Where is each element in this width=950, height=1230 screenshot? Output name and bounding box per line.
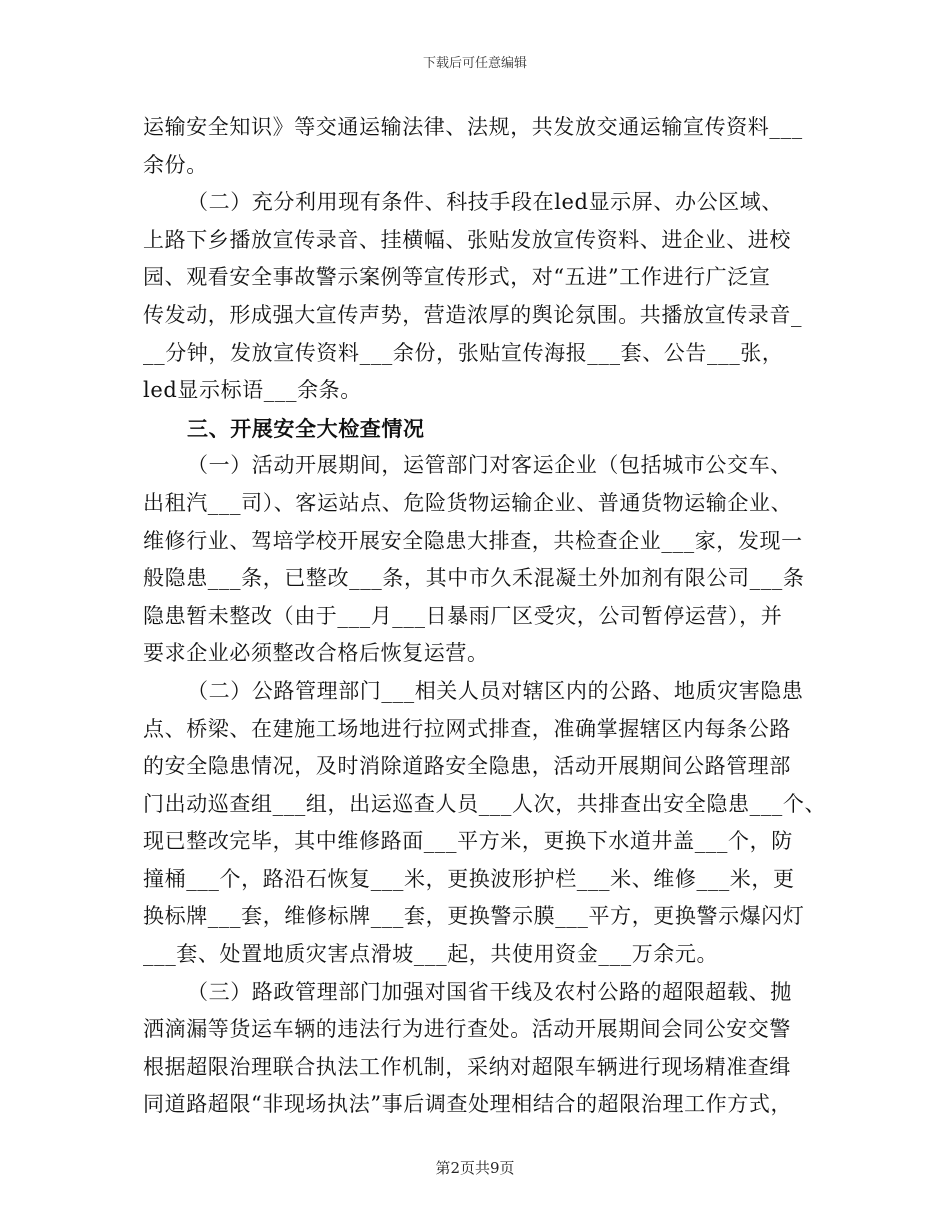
text-line: 传发动，形成强大宣传声势，营造浓厚的舆论氛围。共播放宣传录音_	[143, 302, 803, 327]
text-line: 运输安全知识》等交通运输法律、法规，共发放交通运输宣传资料___	[143, 115, 803, 139]
text-line: 点、桥梁、在建施工场地进行拉网式排查，准确掌握辖区内每条公路	[143, 716, 791, 741]
text-line: （三）路政管理部门加强对国省干线及农村公路的超限超载、抛	[187, 979, 792, 1004]
text-line: （一）活动开展期间，运管部门对客运企业（包括城市公交车、	[187, 453, 792, 478]
document-body	[143, 109, 827, 1124]
text-line: led显示标语___余条。	[143, 378, 362, 403]
section-heading: 三、开展安全大检查情况	[187, 415, 425, 441]
text-line: 根据超限治理联合执法工作机制，采纳对超限车辆进行现场精准查缉	[143, 1054, 791, 1079]
text-line: （二）公路管理部门___相关人员对辖区内的公路、地质灾害隐患	[187, 678, 804, 703]
text-line: 般隐患___条，已整改___条，其中市久禾混凝土外加剂有限公司___条	[143, 566, 805, 591]
text-line: 现已整改完毕，其中维修路面___平方米，更换下水道井盖___个，防	[143, 829, 793, 854]
text-line: 同道路超限“非现场执法”事后调查处理相结合的超限治理工作方式，	[143, 1092, 793, 1117]
text-line: 余份。	[143, 152, 208, 177]
text-line: 出租汽___司）、客运站点、危险货物运输企业、普通货物运输企业、	[143, 490, 793, 515]
text-line: 要求企业必须整改合格后恢复运营。	[143, 641, 489, 666]
text-line: 门出动巡查组___组，出运巡查人员___人次，共排查出安全隐患___个、	[143, 791, 827, 816]
text-line: 换标牌___套，维修标牌___套，更换警示膜___平方，更换警示爆闪灯	[143, 904, 805, 929]
text-line: 上路下乡播放宣传录音、挂横幅、张贴发放宣传资料、进企业、进校	[143, 227, 791, 252]
text-line: ___套、处置地质灾害点滑坡___起，共使用资金___万余元。	[143, 942, 719, 967]
text-line: __分钟，发放宣传资料___余份，张贴宣传海报___套、公告___张，	[143, 340, 784, 365]
page-footer: 第2页共9页	[435, 1159, 515, 1177]
text-line: （二）充分利用现有条件、科技手段在led显示屏、办公区域、	[187, 190, 783, 215]
text-line: 隐患暂未整改（由于___月___日暴雨厂区受灾，公司暂停运营），并	[143, 603, 783, 628]
text-line: 洒滴漏等货运车辆的违法行为进行查处。活动开展期间会同公安交警	[143, 1017, 791, 1042]
text-line: 维修行业、驾培学校开展安全隐患大排查，共检查企业___家，发现一	[143, 528, 803, 553]
page-header: 下载后可任意编辑	[422, 56, 527, 71]
text-line: 园、观看安全事故警示案例等宣传形式，对“五进”工作进行广泛宣	[143, 265, 771, 290]
text-line: 撞桶___个，路沿石恢复___米，更换波形护栏___米、维修___米，更	[143, 866, 795, 891]
text-line: 的安全隐患情况，及时消除道路安全隐患，活动开展期间公路管理部	[143, 754, 791, 779]
